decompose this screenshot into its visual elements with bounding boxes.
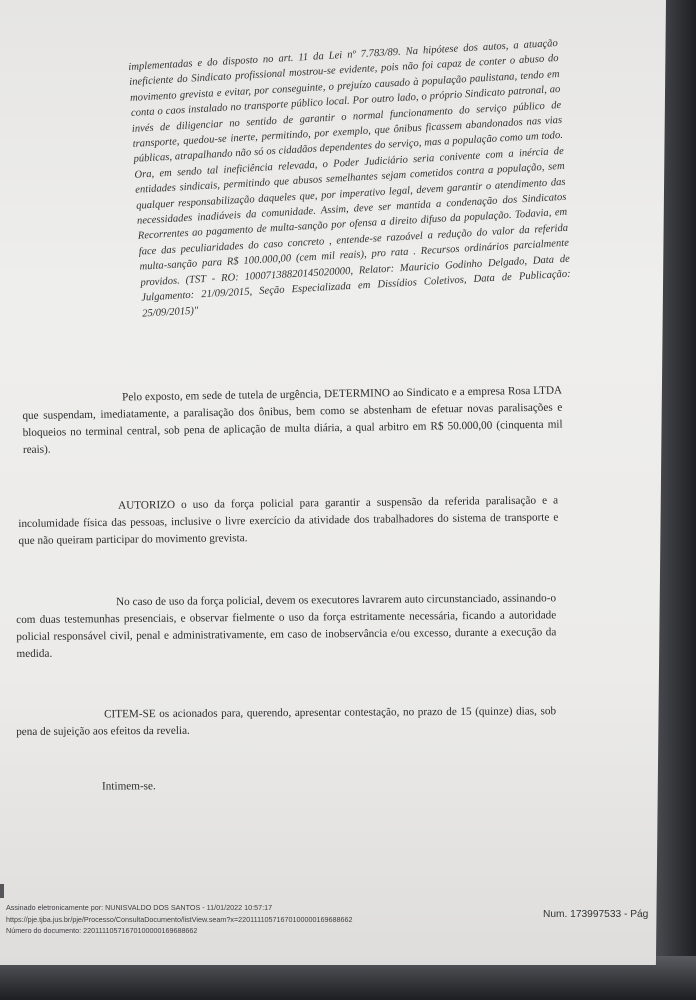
signed-by-line: Assinado eletronicamente por: NUNISVALDO DOS SANTOS - 11/01/2022 10:57:17 — [6, 903, 273, 912]
order-paragraph-citem-se: CITEM-SE os acionados para, querendo, apresentar contestação, no prazo de 15 (quinze) dias, sob pena de sujeição aos efeitos da revelia. — [16, 705, 557, 738]
document-url-link[interactable]: https://pje.tjba.jus.br/pje/Processo/ConsultaDocumento/listView.seam?x=22011110571670100000169688662 — [6, 914, 353, 924]
jurisprudence-quote: implementadas e do disposto no art. 11 da Lei nº 7.783/89. Na hipótese dos autos, a atuação ineficiente do Sindicato profissional mostrou-se evidente, pois não foi capaz de conter o abuso do movimento grevista e evitar, por conseguinte, o prejuízo causado à população paulistana, tendo em conta o caos instalado no transporte público local. Por outro lado, o próprio Sindicato patronal, ao invés de diligenciar no sentido de garantir o normal funcionamento do serviço público de transporte, quedou-se inerte, permitindo, por exemplo, que ônibus ficassem abandonados nas vias públicas, atrapalhando não só os cidadãos dependentes do serviço, mas a população como um todo. Ora, em sendo tal ineficiência relevada, o Poder Judiciário seria conivente com a inércia de entidades sindicais, permitindo que abusos semelhantes sejam cometidos contra a população, sem qualquer responsabilização daqueles que, por imperativo legal, devem garantir o atendimento das necessidades inadiáveis da comunidade. Assim, deve ser mantida a condenação dos Sindicatos Recorrentes ao pagamento de multa-sanção por ofensa a direito difuso da população. Todavia, em face das peculiaridades do caso concreto , entende-se razoável a redução do valor da referida multa-sanção para R$ 100.000,00 (cem mil reais), pro rata . Recursos ordinários parcialmente providos. (TST - RO: 10007138820145020000, Relator: Mauricio Godinho Delgado, Data de Julgamento: 21/09/2015, Seção Especializada em Dissídios Coletivos, Data de Publicação: 25/09/2015)" — [128, 37, 571, 320]
order-paragraph-forca-policial: No caso de uso da força policial, devem os executores lavrarem auto circunstanciado, assinando-o com duas testemunhas presenciais, e observar fielmente o uso da força estritamente necessária, ficando a autoridade policial responsável civil, penal e administrativamente, em caso de inobservância e/ou excesso, durante a execução da medida. — [16, 592, 557, 660]
order-paragraph-intimem-se: Intimem-se. — [102, 780, 156, 793]
page-number-label: Num. 173997533 - Pág — [543, 909, 649, 920]
margin-mark — [0, 884, 4, 898]
order-paragraph-autorizo: AUTORIZO o uso da força policial para garantir a suspensão da referida paralisação e a incolumidade física das pessoas, inclusive o livre exercício da atividade dos trabalhadores do sistema de transporte e que não queiram participar do movimento grevista. — [18, 494, 559, 547]
signature-footer — [6, 902, 466, 937]
order-paragraph-determino: Pelo exposto, em sede de tutela de urgência, DETERMINO ao Sindicato e a empresa Rosa LTDA que suspendam, imediatamente, a paralisação dos ônibus, bem como se abstenham de efetuar novas paralisações e bloqueios no terminal central, sob pena de aplicação de multa diária, a qual arbitro em R$ 50.000,00 (cinquenta mil reais). — [22, 384, 563, 456]
document-number-line: Número do documento: 22011110571670100000169688662 — [6, 926, 198, 936]
